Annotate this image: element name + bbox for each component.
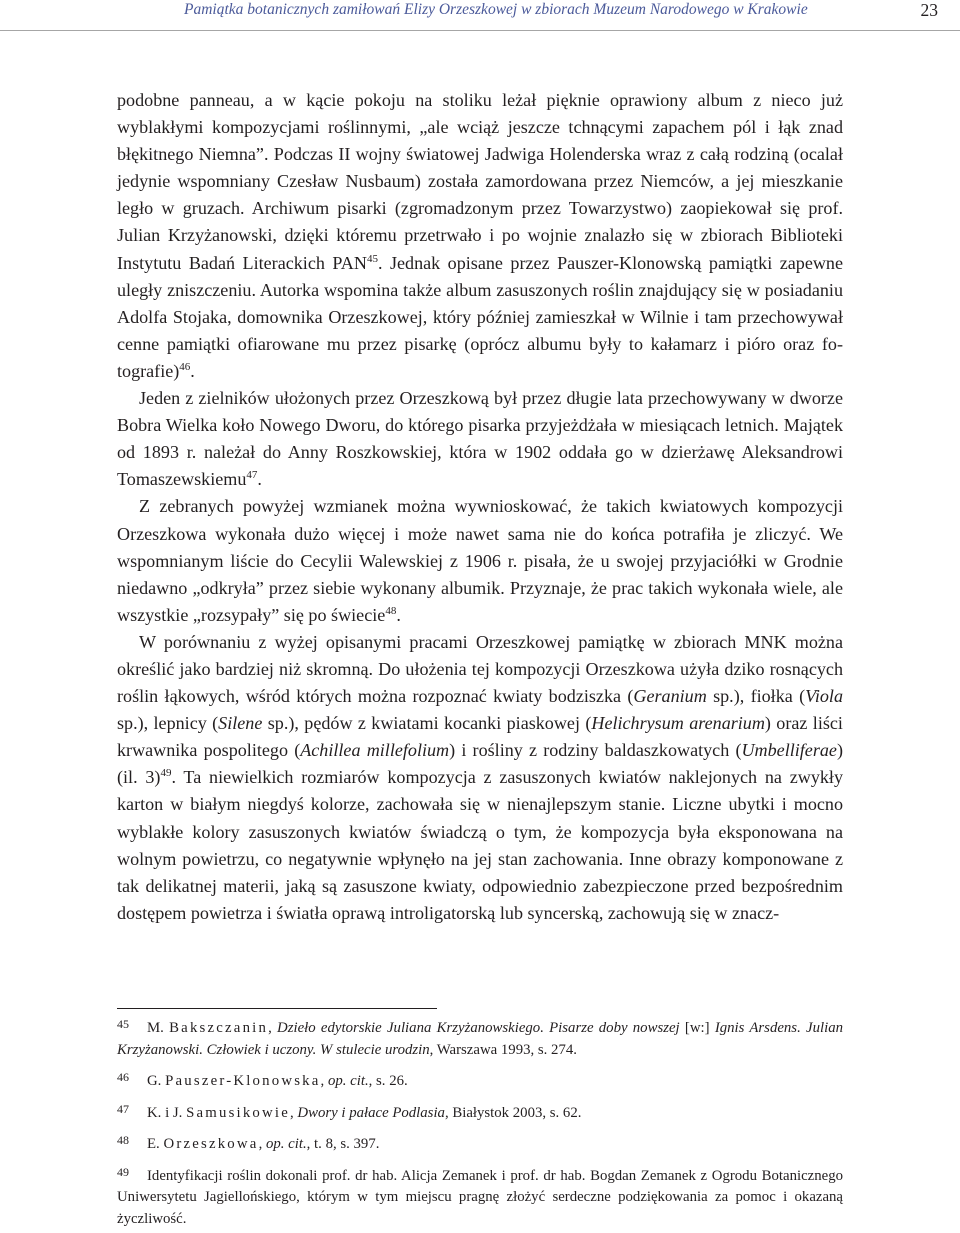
text-run: podobne panneau, a w kącie pokoju na stoliku leżał pięknie oprawiony album z nieco już wyblakłymi kompozycjami roślinnymi, „ale wciąż jeszcze tchnącymi zapachem pól i łąk znad błękitnego Niemna”. Podczas II wojny światowej Jadwiga Holenderska wraz z całą rodziną (ocalał jedynie wspomniany Czesław Nusbaum) została zamordowana przez Niemców, a jej mieszkanie legło w gruzach. Archiwum pisarki (zgromadzonym przez Towarzystwo) zaopiekował się prof. Julian Krzyżanowski, dzięki któremu przetrwało i po wojnie znalazło się w zbiorach Biblioteki Instytutu Badań Literackich PAN [117, 90, 843, 273]
main-text [117, 87, 843, 927]
footnote-author: Orzeszkowa [163, 1136, 259, 1152]
text-run: E. [147, 1136, 164, 1152]
footnote-title: Ignis Arsdens. Julian Krzyżanowski. Człowiek i uczony. W stulecie urodzin [117, 1020, 843, 1058]
text-run: sp.), pędów z kwiatami kocanki piaskowej ( [262, 713, 592, 734]
text-run: , t. 8, s. 397. [306, 1136, 380, 1152]
text-run: , s. 26. [368, 1073, 408, 1089]
text-run: Z zebranych powyżej wzmianek można wywnioskować, że takich kwiatowych kompozycji Orzeszkowa wykonała dużo więcej i może nawet sama nie do końca potrafiła je zliczyć. We wspomnianym liście do Cecylii Walewskiej z 1906 r. pisała, że u swojej przyjaciółki w Grodnie niedawno „odkryła” przez siebie wykonany albumik. Przyznaje, że prac takich wykonała wiele, ale wszystkie „rozsypały” się po świecie [117, 496, 843, 625]
taxon-viola: Viola [805, 686, 843, 707]
text-run: , [320, 1073, 328, 1089]
text-run: . [257, 469, 262, 490]
footnotes [117, 1018, 843, 1230]
footnote-46: 46 G. Pauszer-Klonowska, op. cit., s. 26. [117, 1070, 408, 1089]
text-run: , [268, 1020, 278, 1036]
text-run: . Ta niewielkich rozmiarów kompozycja z zasuszonych kwiatów naklejonych na zwykły karton w białym niegdyś kolorze, zachowała się w nienajlepszym stanie. Liczne ubytki i mocno wyblakłe kolory zasuszonych kwiatów świadczą o tym, że kompozycja była eksponowana na wolnym powietrzu, co negatywnie wpłynęło na jej stan zachowania. Inne obrazy komponowane z tak delikatnej materii, jaką są zasuszone kwiaty, odpowiednio zabezpieczone przed bezpośrednim dostępem powietrza i światła oprawą introligatorską lub syncerską, zachowują się w znacz- [117, 767, 843, 923]
text-run: . Jednak opisane przez Pauszer-Klonowską pamiątki zapewne uległy zniszczeniu. Autorka wspomina także album zasuszonych roślin znajdujący się w posiadaniu Adolfa Stojaka, domownika Orzeszkowej, który później zamieszkał w Wilnie i tam przechowywał cenne pamiątki ofiarowane mu przez pisarkę (oprócz albumu były to kałamarz i pióro oraz fotografie) [117, 252, 843, 381]
text-run: K. i J. [147, 1104, 187, 1121]
footnote-45: 45 M. Bakszczanin, Dzieło edytorskie Juliana Krzyżanowskiego. Pisarze doby nowszej [w:] Ignis Arsdens. Julian Krzyżanowski. Człowiek i uczony. W stulecie urodzin, Warszawa 1993, s. 274. [117, 1017, 843, 1058]
text-run: sp.), fiołka ( [706, 686, 806, 707]
text-run: , [258, 1136, 266, 1152]
footnote-title: Dwory i pałace Podlasia [297, 1104, 445, 1121]
footnote-title: Dzieło edytorskie Juliana Krzyżanowskiego. Pisarze doby nowszej [277, 1020, 680, 1036]
text-run: sp.), lepnicy ( [117, 713, 219, 734]
taxon-achillea: Achillea millefolium [300, 740, 450, 761]
text-run: . [190, 360, 195, 381]
footnote-ref-48[interactable]: 48 [385, 604, 397, 617]
footnote-ref-45[interactable]: 45 [366, 252, 378, 265]
paragraph-2 [117, 385, 843, 493]
footnote-48: 48 E. Orzeszkowa, op. cit., t. 8, s. 397. [117, 1133, 380, 1152]
footnote-49: 49 Identyfikacji roślin dokonali prof. dr hab. Alicja Zemanek i prof. dr hab. Bogdan Zemanek z Ogrodu Botanicznego Uniwersytetu Jagiellońskiego, którym w tym miejscu pragnę złożyć serdeczne podziękowania za pomoc i okazaną życzliwość. [117, 1164, 843, 1227]
page-number: 23 [920, 0, 938, 20]
text-run: ) i rośliny z rodziny baldaszkowatych ( [449, 740, 742, 761]
text-run: Jeden z zielników ułożonych przez Orzeszkową był przez długie lata przechowywany w dworze Bobra Wielka koło Nowego Dworu, do którego pisarka przyjeżdżała w miesiącach letnich. Majątek od 1893 r. należał do Anny Roszkowskiej, która w 1902 oddała go w dzierżawę Aleksandrowi Tomaszewskiemu [117, 388, 843, 490]
paragraph-1 [117, 87, 843, 385]
text-run: ) (il. 3) [117, 740, 843, 788]
page-header [0, 0, 960, 31]
taxon-umbelliferae: Umbelliferae [741, 740, 837, 761]
footnote-ref-49[interactable]: 49 [160, 767, 172, 780]
footnote-separator [117, 1008, 437, 1009]
footnote-47: 47 K. i J. Samusikowie, Dwory i pałace Podlasia, Białystok 2003, s. 62. [117, 1101, 582, 1121]
footnote-text: Identyfikacji roślin dokonali prof. dr hab. Alicja Zemanek i prof. dr hab. Bogdan Zemanek z Ogrodu Botanicznego Uniwersytetu Jagiellońskiego, którym w tym miejscu pragnę złożyć serdeczne podziękowania za pomoc i okazaną życzliwość. [117, 1167, 843, 1227]
taxon-helichrysum: Helichrysum arenarium [591, 713, 765, 734]
taxon-geranium: Geranium [633, 686, 707, 707]
footnote-title: op. cit. [327, 1073, 369, 1089]
text-run: G. [147, 1073, 166, 1089]
running-title: Pamiątka botanicznych zamiłowań Elizy Orzeszkowej w zbiorach Muzeum Narodowego w Krakowie [184, 1, 808, 18]
footnote-author: Bakszczanin [169, 1020, 269, 1036]
text-run: [w:] [679, 1020, 715, 1036]
text-run: ) oraz liści krwawnika pospolitego ( [117, 713, 843, 761]
footnote-author: Pauszer-Klonowska [165, 1073, 321, 1089]
text-run: , Warszawa 1993, s. 274. [429, 1041, 577, 1058]
paragraph-4 [117, 629, 843, 927]
footnote-ref-47[interactable]: 47 [246, 469, 258, 482]
footnote-title: op. cit. [265, 1136, 307, 1152]
text-run: . [396, 604, 401, 625]
text-run: M. [147, 1020, 170, 1036]
text-run: , [290, 1104, 298, 1121]
text-run: W porównaniu z wyżej opisanymi pracami Orzeszkowej pamiątkę w zbiorach MNK można określić jako bardziej niż skromną. Do ułożenia tej kompozycji Orzeszkowa użyła dziko rosnących roślin łąkowych, wśród których można rozpoznać kwiaty bodziszka ( [117, 631, 843, 707]
paragraph-3 [117, 493, 843, 628]
footnote-author: Samusikowie [186, 1104, 290, 1121]
footnote-ref-46[interactable]: 46 [179, 360, 191, 373]
text-run: , Białystok 2003, s. 62. [444, 1104, 582, 1121]
taxon-silene: Silene [218, 713, 263, 734]
